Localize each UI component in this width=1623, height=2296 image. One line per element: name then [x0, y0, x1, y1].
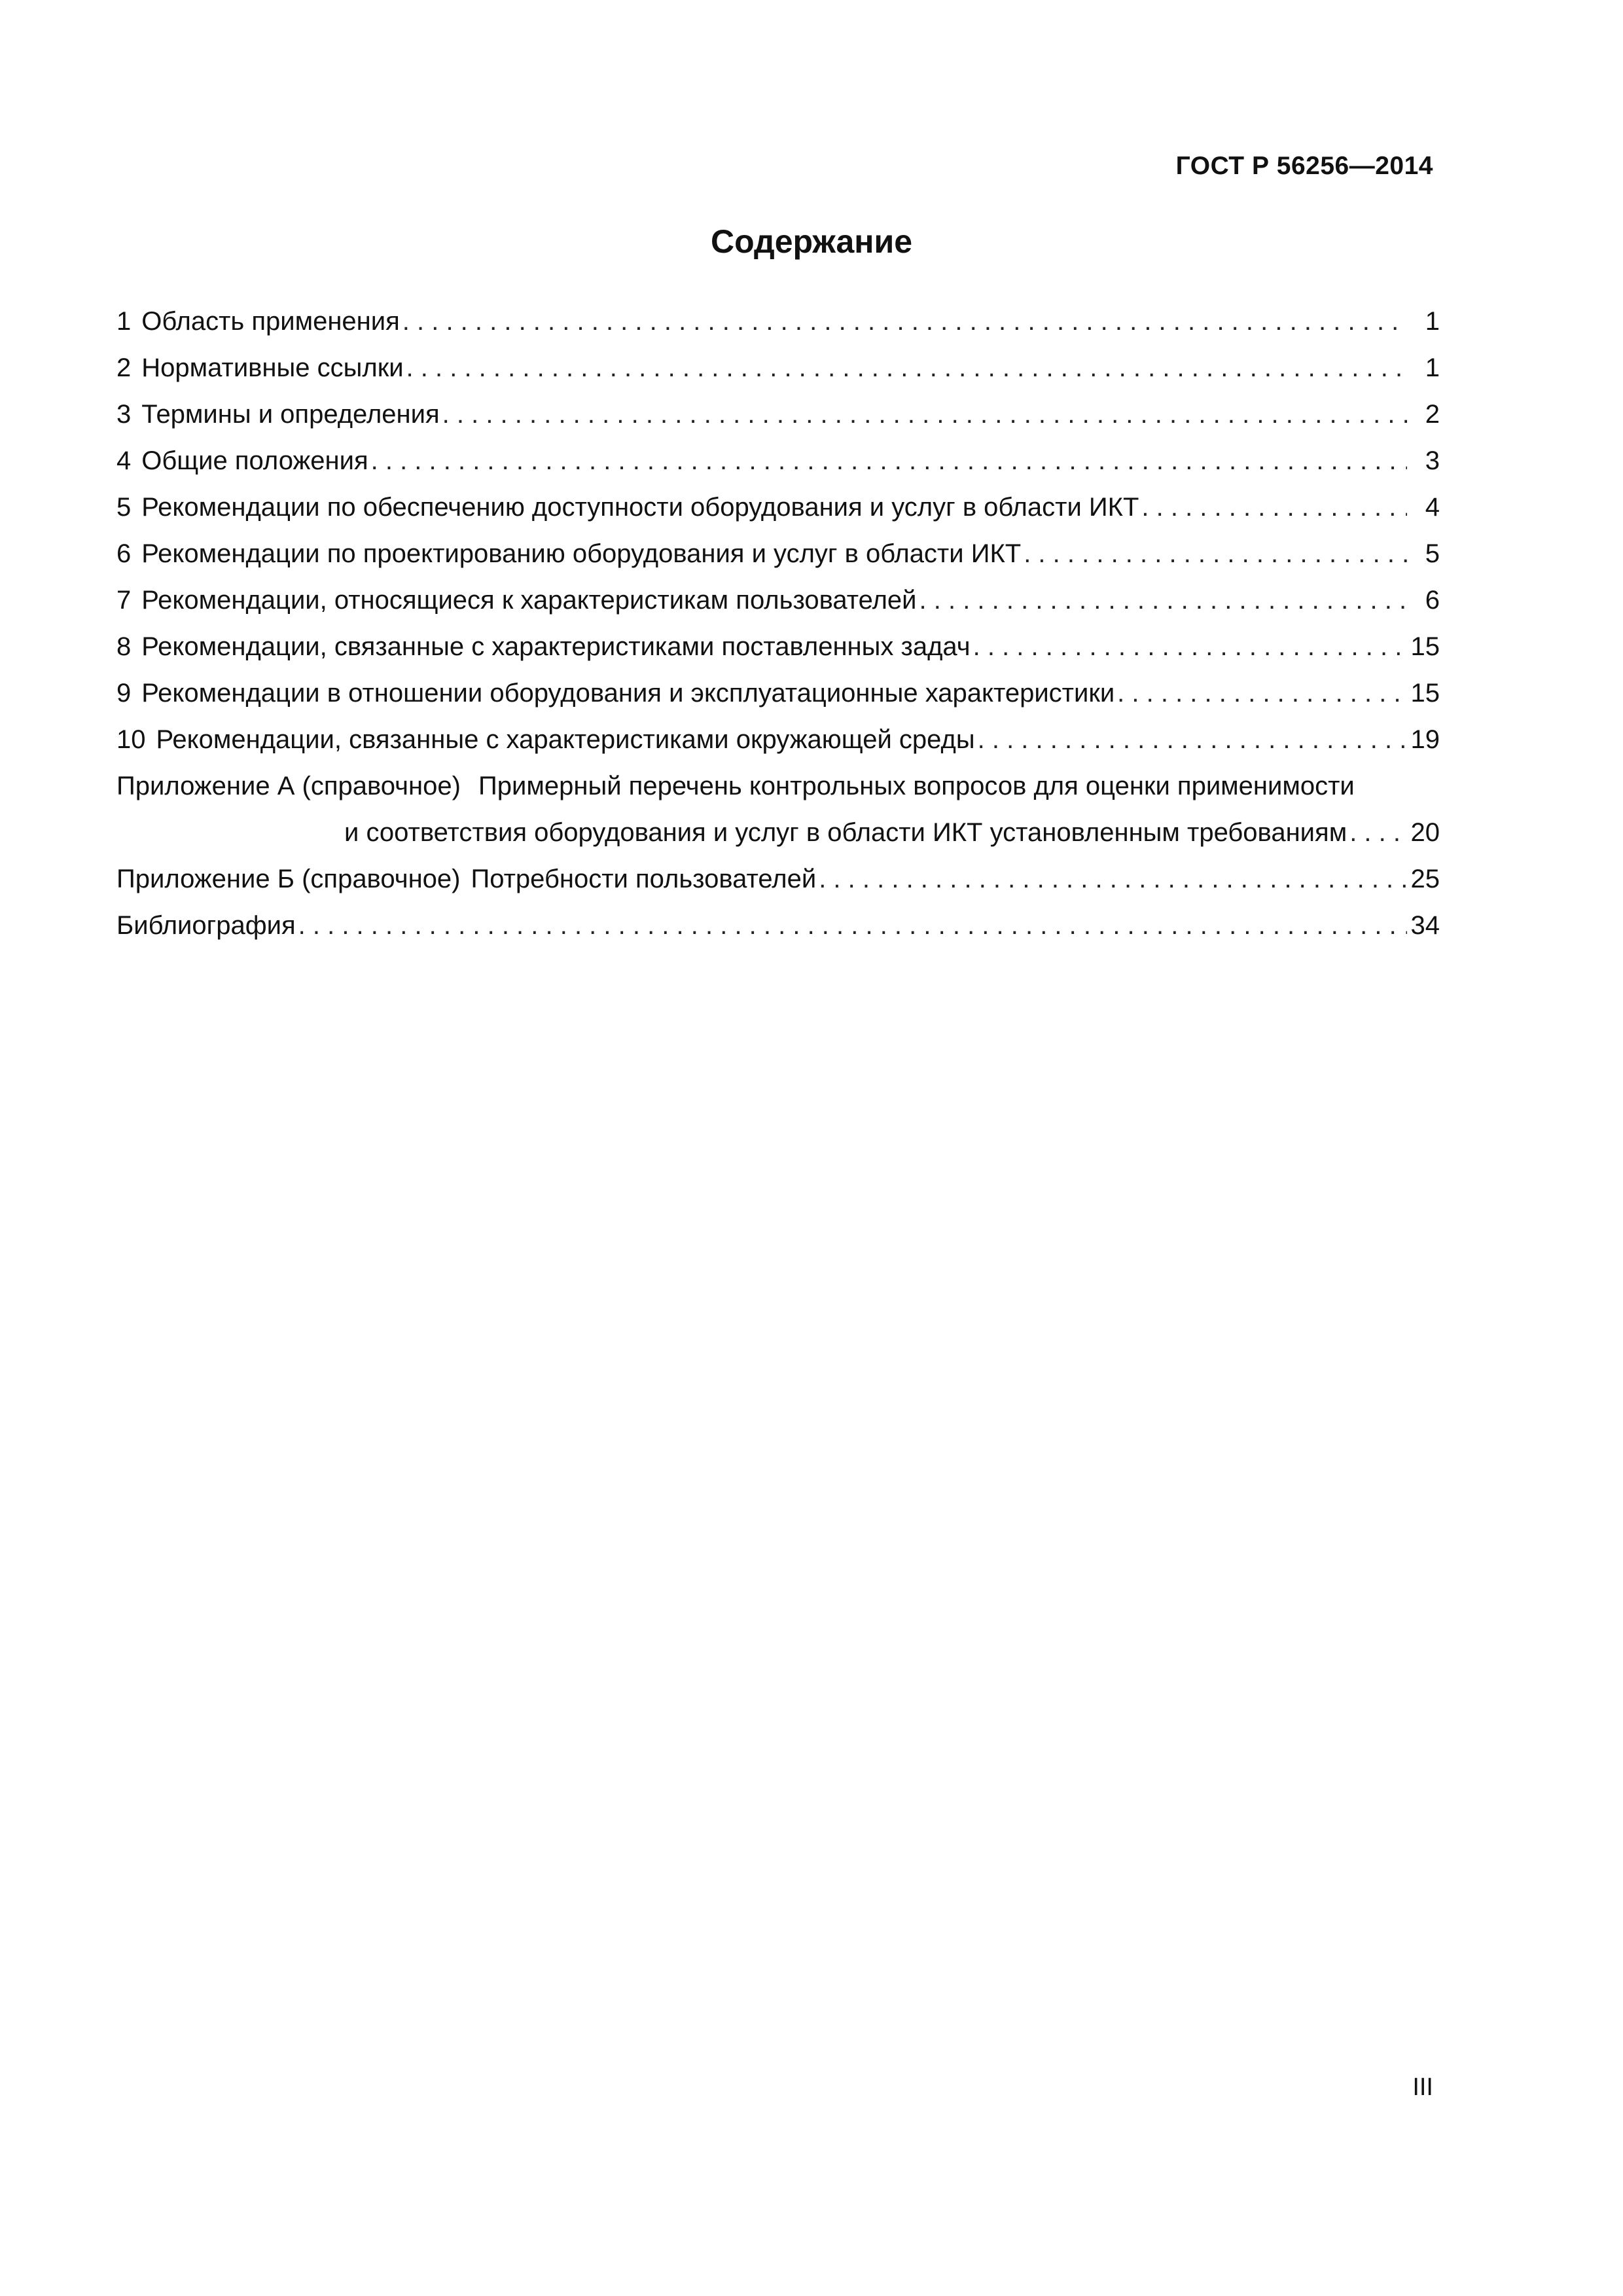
- dot-leader: [442, 391, 1407, 438]
- dot-leader: [1117, 670, 1407, 717]
- dot-leader: [1024, 531, 1407, 577]
- toc-entry-number: 1: [116, 307, 132, 336]
- toc-entry-number: 3: [116, 400, 132, 429]
- toc-entry-page: 34: [1410, 911, 1440, 940]
- toc-entry-page: 4: [1425, 493, 1440, 522]
- page-number: III: [1412, 2073, 1433, 2101]
- dot-leader: [371, 438, 1407, 484]
- table-of-contents: [116, 298, 1440, 949]
- toc-entry-title: Потребности пользователей: [471, 865, 817, 893]
- dot-leader: [1349, 810, 1407, 856]
- toc-entry-10[interactable]: [116, 717, 1440, 763]
- toc-entry-page: 3: [1425, 446, 1440, 475]
- toc-entry-3[interactable]: [116, 391, 1440, 438]
- toc-title: Содержание: [710, 223, 913, 260]
- toc-entry-page: 20: [1410, 818, 1440, 847]
- toc-entry-title: Рекомендации, связанные с характеристиками поставленных задач: [141, 632, 971, 661]
- toc-entry-page: 6: [1425, 586, 1440, 615]
- toc-entry-appendix-a[interactable]: [116, 763, 1440, 856]
- toc-entry-title: Рекомендации, связанные с характеристиками окружающей среды: [156, 725, 975, 754]
- toc-entry-page: 1: [1425, 353, 1440, 382]
- toc-entry-page: 15: [1410, 632, 1440, 661]
- dot-leader: [919, 577, 1407, 624]
- toc-entry-title: Нормативные ссылки: [141, 353, 404, 382]
- toc-entry-number: 9: [116, 679, 132, 708]
- toc-entry-9[interactable]: [116, 670, 1440, 717]
- toc-entry-page: 15: [1410, 679, 1440, 708]
- toc-entry-number: 7: [116, 586, 132, 615]
- toc-entry-number: 2: [116, 353, 132, 382]
- toc-entry-title: Термины и определения: [141, 400, 440, 429]
- toc-entry-title: Рекомендации в отношении оборудования и эксплуатационные характеристики: [141, 679, 1115, 708]
- toc-entry-4[interactable]: [116, 438, 1440, 484]
- dot-leader: [406, 345, 1407, 391]
- toc-entry-number: 4: [116, 446, 132, 475]
- appendix-title-line1: Примерный перечень контрольных вопросов для оценки применимости: [478, 772, 1355, 800]
- toc-entry-page: 5: [1425, 539, 1440, 568]
- toc-entry-8[interactable]: [116, 624, 1440, 670]
- toc-entry-page: 25: [1410, 865, 1440, 893]
- toc-entry-title: Библиография: [116, 911, 296, 940]
- toc-entry-7[interactable]: [116, 577, 1440, 624]
- appendix-label: Приложение Б (справочное): [116, 865, 461, 893]
- toc-entry-1[interactable]: [116, 298, 1440, 345]
- toc-entry-page: 2: [1425, 400, 1440, 429]
- toc-entry-page: 19: [1410, 725, 1440, 754]
- toc-entry-number: 5: [116, 493, 132, 522]
- toc-entry-page: 1: [1425, 307, 1440, 336]
- toc-entry-title: Рекомендации по проектированию оборудования и услуг в области ИКТ: [141, 539, 1022, 568]
- toc-entry-title: Рекомендации по обеспечению доступности оборудования и услуг в области ИКТ: [141, 493, 1139, 522]
- toc-entry-appendix-b[interactable]: [116, 856, 1440, 903]
- toc-entry-5[interactable]: [116, 484, 1440, 531]
- toc-entry-title: Общие положения: [141, 446, 368, 475]
- toc-entry-number: 10: [116, 725, 146, 754]
- appendix-title-line2: и соответствия оборудования и услуг в области ИКТ установленным требованиям: [344, 818, 1347, 847]
- toc-entry-title: Область применения: [141, 307, 400, 336]
- toc-entry-bibliography[interactable]: [116, 903, 1440, 949]
- dot-leader: [402, 298, 1407, 345]
- appendix-label: Приложение А (справочное): [116, 772, 461, 800]
- dot-leader: [298, 903, 1407, 949]
- dot-leader: [973, 624, 1407, 670]
- document-code: ГОСТ Р 56256—2014: [1175, 152, 1433, 180]
- toc-entry-number: 8: [116, 632, 132, 661]
- dot-leader: [1141, 484, 1407, 531]
- toc-entry-6[interactable]: [116, 531, 1440, 577]
- toc-entry-title: Рекомендации, относящиеся к характеристикам пользователей: [141, 586, 917, 615]
- dot-leader: [819, 856, 1407, 903]
- toc-entry-number: 6: [116, 539, 132, 568]
- toc-entry-2[interactable]: [116, 345, 1440, 391]
- dot-leader: [978, 717, 1407, 763]
